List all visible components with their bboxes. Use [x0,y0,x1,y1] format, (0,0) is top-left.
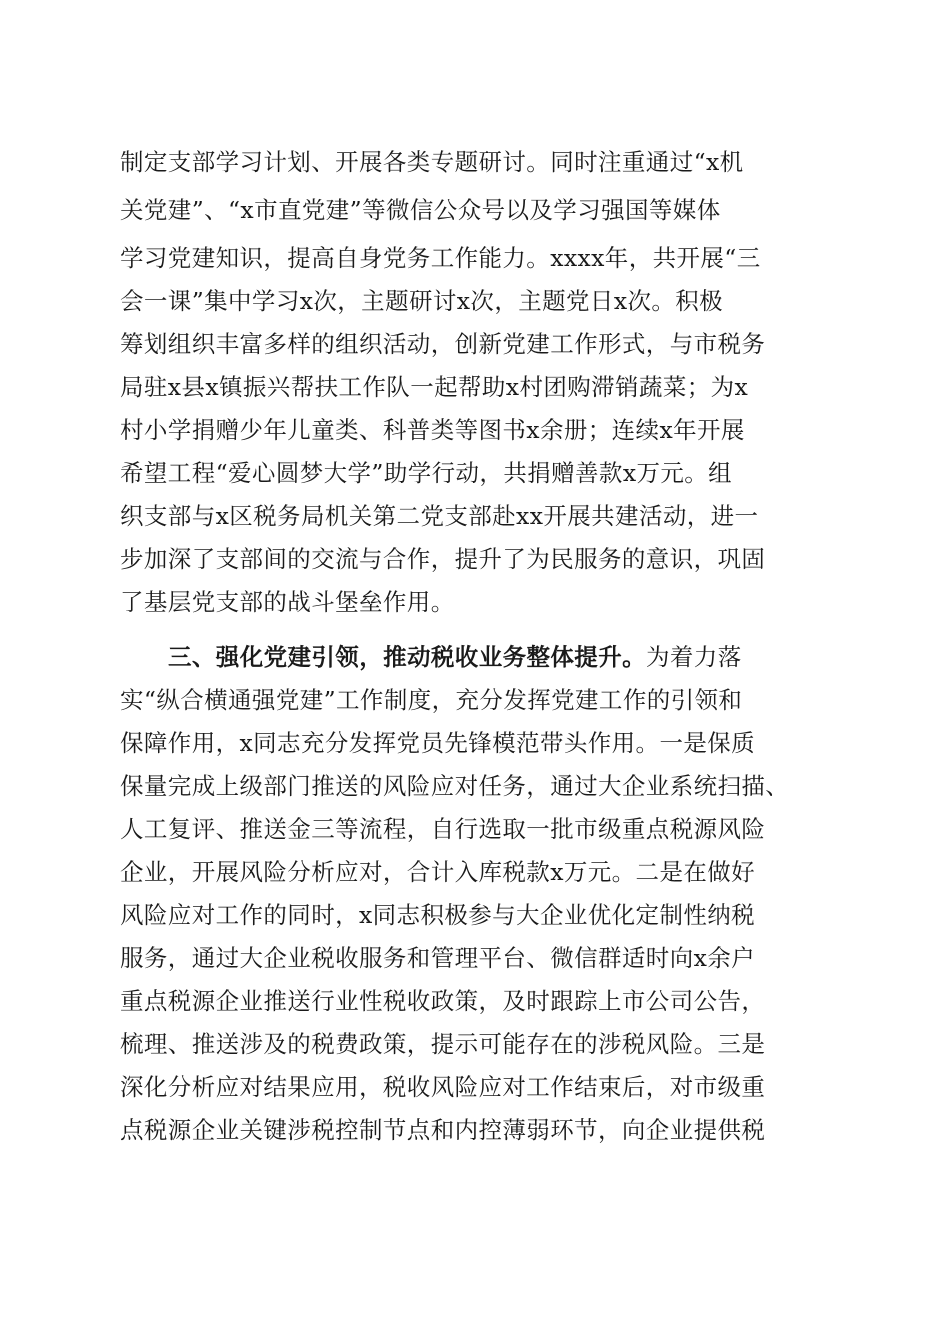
text-line: 了基层党支部的战斗堡垒作用。 [120,588,455,616]
text-line: 服务，通过大企业税收服务和管理平台、微信群适时向x余户 [120,944,756,972]
section-heading-tail: 为着力落 [646,643,742,671]
text-line: 步加深了支部间的交流与合作，提升了为民服务的意识，巩固 [120,545,766,573]
section-heading: 三、强化党建引领，推动税收业务整体提升。 [168,643,646,671]
text-line: 企业，开展风险分析应对，合计入库税款x万元。二是在做好 [120,858,756,886]
text-line: 村小学捐赠少年儿童类、科普类等图书x余册；连续x年开展 [120,416,745,444]
text-line: 希望工程“爱心圆梦大学”助学行动，共捐赠善款x万元。组 [120,459,733,487]
text-line: 制定支部学习计划、开展各类专题研讨。同时注重通过“x机 [120,148,744,176]
text-line: 保量完成上级部门推送的风险应对任务，通过大企业系统扫描、 [120,772,790,800]
text-line: 局驻x县x镇振兴帮扶工作队一起帮助x村团购滞销蔬菜；为x [120,373,749,401]
text-line: 保障作用，x同志充分发挥党员先锋模范带头作用。一是保质 [120,729,756,757]
text-line: 关党建”、“x市直党建”等微信公众号以及学习强国等媒体 [120,196,721,224]
text-line: 会一课”集中学习x次，主题研讨x次，主题党日x次。积极 [120,287,724,315]
text-line: 深化分析应对结果应用，税收风险应对工作结束后，对市级重 [120,1073,766,1101]
text-line: 风险应对工作的同时，x同志积极参与大企业优化定制性纳税 [120,901,756,929]
text-line: 实“纵合横通强党建”工作制度，充分发挥党建工作的引领和 [120,686,743,714]
text-line: 人工复评、推送金三等流程，自行选取一批市级重点税源风险 [120,815,766,843]
text-line: 重点税源企业推送行业性税收政策，及时跟踪上市公司公告， [120,987,766,1015]
text-line: 织支部与x区税务局机关第二党支部赴xx开展共建活动，进一 [120,502,759,530]
text-line: 学习党建知识，提高自身党务工作能力。xxxx年，共开展“三 [120,244,761,272]
section-3-first-line [168,637,840,677]
text-line: 梳理、推送涉及的税费政策，提示可能存在的涉税风险。三是 [120,1030,766,1058]
text-line: 筹划组织丰富多样的组织活动，创新党建工作形式，与市税务 [120,330,766,358]
text-line: 点税源企业关键涉税控制节点和内控薄弱环节，向企业提供税 [120,1116,766,1144]
